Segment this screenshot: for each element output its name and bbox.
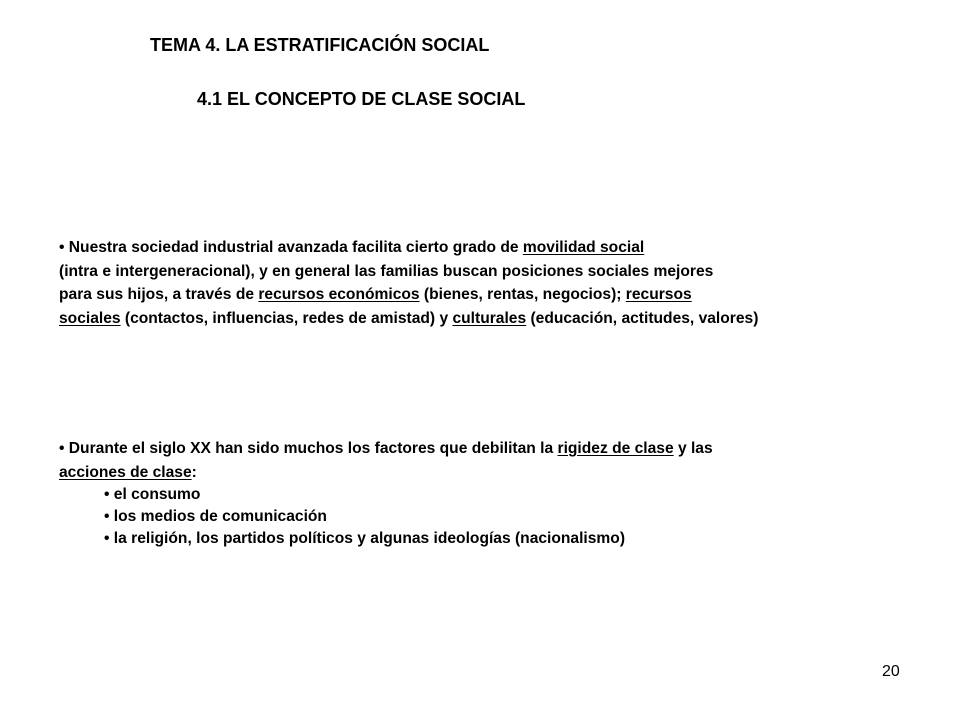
text-run: (bienes, rentas, negocios); [419, 286, 626, 304]
term-rigidez-de-clase: rigidez de clase [557, 440, 674, 457]
list-item: • el consumo [104, 486, 201, 504]
text-run: para sus hijos, a través de [59, 286, 259, 304]
text-run: • Durante el siglo XX han sido muchos los factores que debilitan la [59, 440, 558, 457]
paragraph-social-mobility [59, 236, 758, 330]
term-recursos: recursos [625, 286, 692, 304]
paragraph-class-factors [59, 437, 713, 550]
slide-title: TEMA 4. LA ESTRATIFICACIÓN SOCIAL [150, 35, 490, 55]
text-run: • Nuestra sociedad industrial avanzada facilita cierto grado de [59, 239, 523, 256]
list-item: • la religión, los partidos políticos y algunas ideologías (nacionalismo) [104, 530, 626, 548]
text-run: (contactos, influencias, redes de amistad) y [120, 309, 453, 327]
paragraph1-line2: (intra e intergeneracional), y en general las familias buscan posiciones sociales mejores [59, 262, 714, 280]
term-sociales: sociales [59, 309, 121, 327]
paragraph2-line1 [59, 437, 713, 461]
term-culturales: culturales [452, 309, 527, 327]
page-number: 20 [882, 663, 900, 680]
paragraph1-line4 [59, 307, 758, 331]
term-movilidad-social: movilidad social [522, 239, 645, 256]
factors-list [59, 484, 713, 550]
text-run: : [191, 463, 197, 481]
term-acciones-de-clase: acciones de clase [59, 463, 192, 481]
paragraph1-line1 [59, 236, 758, 260]
term-recursos-economicos: recursos económicos [258, 286, 420, 304]
slide-subtitle: 4.1 EL CONCEPTO DE CLASE SOCIAL [197, 89, 526, 109]
list-item: • los medios de comunicación [104, 508, 327, 526]
paragraph2-line2 [59, 461, 713, 485]
text-run: (educación, actitudes, valores) [526, 309, 759, 327]
paragraph1-line3 [59, 283, 758, 307]
text-run: y las [673, 440, 713, 457]
